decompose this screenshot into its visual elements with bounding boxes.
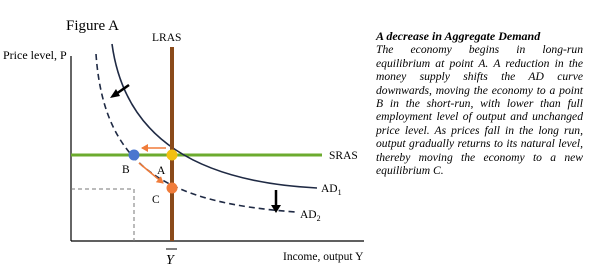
lras-label: LRAS (152, 32, 182, 44)
ad1-label: $AD_1$ (321, 183, 342, 197)
x-axis-label: Income, output Y (283, 251, 364, 263)
point-c-label: C (152, 194, 160, 206)
point-a (167, 150, 178, 161)
point-a-label: A (157, 165, 166, 177)
caption-body: The economy begins in long-run equilibrium at point A. A reduction in the money supply shifts the AD curve downwards, moving the economy to a point B in the short-run, with lower than full employment level of output and unchanged price level. As prices fall in the long run, output gradually returns to its natural level, thereby moving the economy to a new equilibrium C. (376, 43, 583, 178)
caption-title: A decrease in Aggregate Demand (376, 29, 541, 43)
ad2-label: $AD_2$ (300, 209, 321, 223)
ad2-curve (96, 54, 296, 212)
potential-output-label: Y (166, 253, 174, 268)
point-c (167, 183, 178, 194)
sras-label: SRAS (329, 150, 358, 162)
figure-title: Figure A (66, 18, 119, 34)
point-b-label: B (122, 164, 130, 176)
point-b (129, 150, 140, 161)
figure-caption (376, 30, 583, 177)
y-axis-label: Price level, P (3, 48, 67, 62)
